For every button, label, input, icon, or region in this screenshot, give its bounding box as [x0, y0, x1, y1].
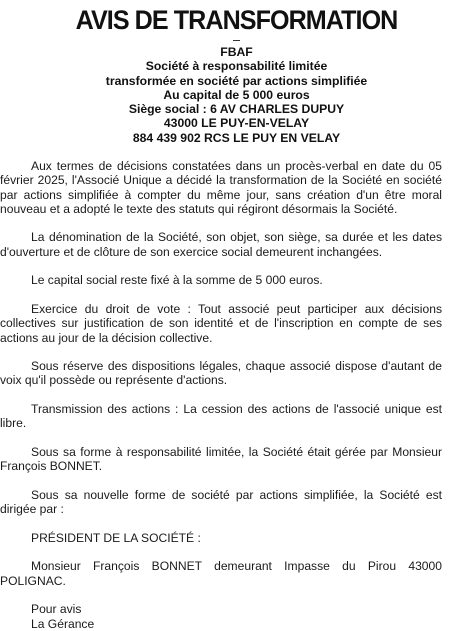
closing-signatory: La Gérance: [31, 616, 95, 631]
company-city: 43000 LE PUY-EN-VELAY: [163, 116, 310, 131]
company-name: FBAF: [220, 45, 253, 59]
paragraph-share-transfer: Transmission des actions : La cession des actions de l'associé unique est libre.: [0, 402, 442, 431]
company-registered-office: Siège social : 6 AV CHARLES DUPUY: [128, 102, 345, 117]
company-legal-form: Société à responsabilité limitée: [145, 59, 328, 74]
paragraph-votes-per-share: Sous réserve des dispositions légales, chaque associé dispose d'autant de voix qu'il possède ou représente d'actions.: [0, 359, 442, 388]
company-rcs: 884 439 902 RCS LE PUY EN VELAY: [132, 130, 341, 145]
paragraph-decision: Aux termes de décisions constatées dans un procès-verbal en date du 05 février 2025, l'Associé Unique a décidé la transformation de la Société en société par actions simplifiée à compter du même jour, sans création d'un être moral nouveau et a adopté le texte des statuts qui régiront désormais la Société.: [0, 159, 442, 216]
closing-block: [31, 602, 473, 631]
paragraph-unchanged-details: La dénomination de la Société, son objet, son siège, sa durée et les dates d'ouverture et de clôture de son exercice social demeurent inchangées.: [0, 230, 442, 259]
title-divider: [233, 40, 240, 41]
paragraph-president-heading: PRÉSIDENT DE LA SOCIÉTÉ :: [31, 530, 201, 545]
company-transformation: transformée en société par actions simplifiée: [105, 73, 368, 88]
paragraph-voting-rights: Exercice du droit de vote : Tout associé peut participer aux décisions collectives sur justification de son identité et de l'inscription en compte de ses actions au jour de la décision collective.: [0, 301, 442, 345]
paragraph-president-name: Monsieur François BONNET demeurant Impasse du Pirou 43000 POLIGNAC.: [0, 559, 442, 588]
paragraph-new-management: Sous sa nouvelle forme de société par actions simplifiée, la Société est dirigée par :: [0, 487, 442, 517]
notice-title: AVIS DE TRANSFORMATION: [75, 5, 398, 35]
closing-pour-avis: Pour avis: [31, 602, 82, 617]
notice-body: [0, 159, 473, 631]
paragraph-former-management: Sous sa forme à responsabilité limitée, la Société était gérée par Monsieur François BONNET.: [0, 444, 442, 474]
company-capital: Au capital de 5 000 euros: [163, 87, 310, 102]
company-header: [0, 45, 473, 145]
paragraph-capital: Le capital social reste fixé à la somme de 5 000 euros.: [31, 273, 323, 288]
